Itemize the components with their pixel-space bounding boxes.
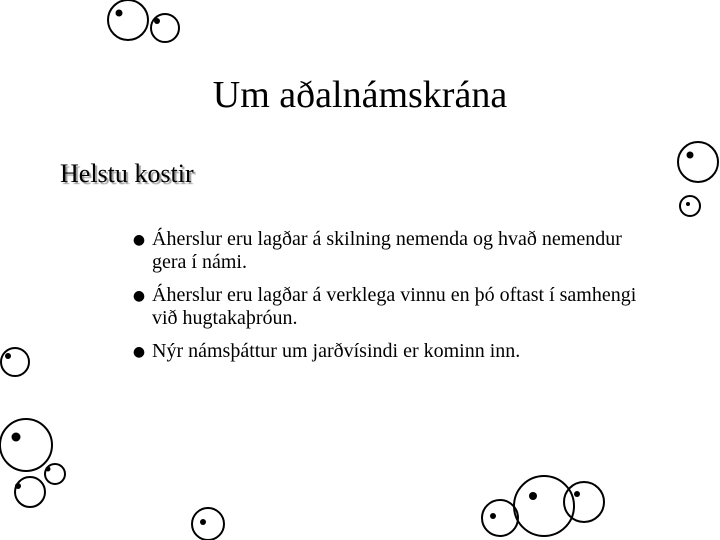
bullet-text: Nýr námsþáttur um jarðvísindi er kominn inn.	[152, 340, 521, 362]
list-item	[132, 340, 652, 363]
bullet-icon: ●	[132, 288, 146, 304]
bubble-icon	[564, 482, 604, 522]
bullet-list	[132, 228, 652, 373]
bubble-icon	[108, 0, 148, 40]
bubble-icon	[1, 348, 29, 376]
bullet-icon: ●	[132, 232, 146, 248]
bullet-text: Áherslur eru lagðar á skilning nemenda og hvað nemendur gera í námi.	[152, 228, 622, 273]
bullet-icon: ●	[132, 344, 146, 360]
slide-title: Um aðalnámskrána	[212, 74, 508, 116]
bubble-icon	[192, 508, 224, 540]
list-item	[132, 284, 652, 330]
bubble-icon	[482, 500, 518, 536]
bubble-icon	[0, 419, 52, 471]
bubble-icon	[151, 14, 179, 42]
slide-subtitle: Helstu kostir	[60, 159, 194, 188]
bubble-icon	[15, 477, 45, 507]
bullet-text: Áherslur eru lagðar á verklega vinnu en þó oftast í samhengi við hugtakaþróun.	[152, 284, 637, 329]
list-item	[132, 228, 652, 274]
bubble-icon	[678, 142, 718, 182]
bubble-icon	[680, 196, 700, 216]
